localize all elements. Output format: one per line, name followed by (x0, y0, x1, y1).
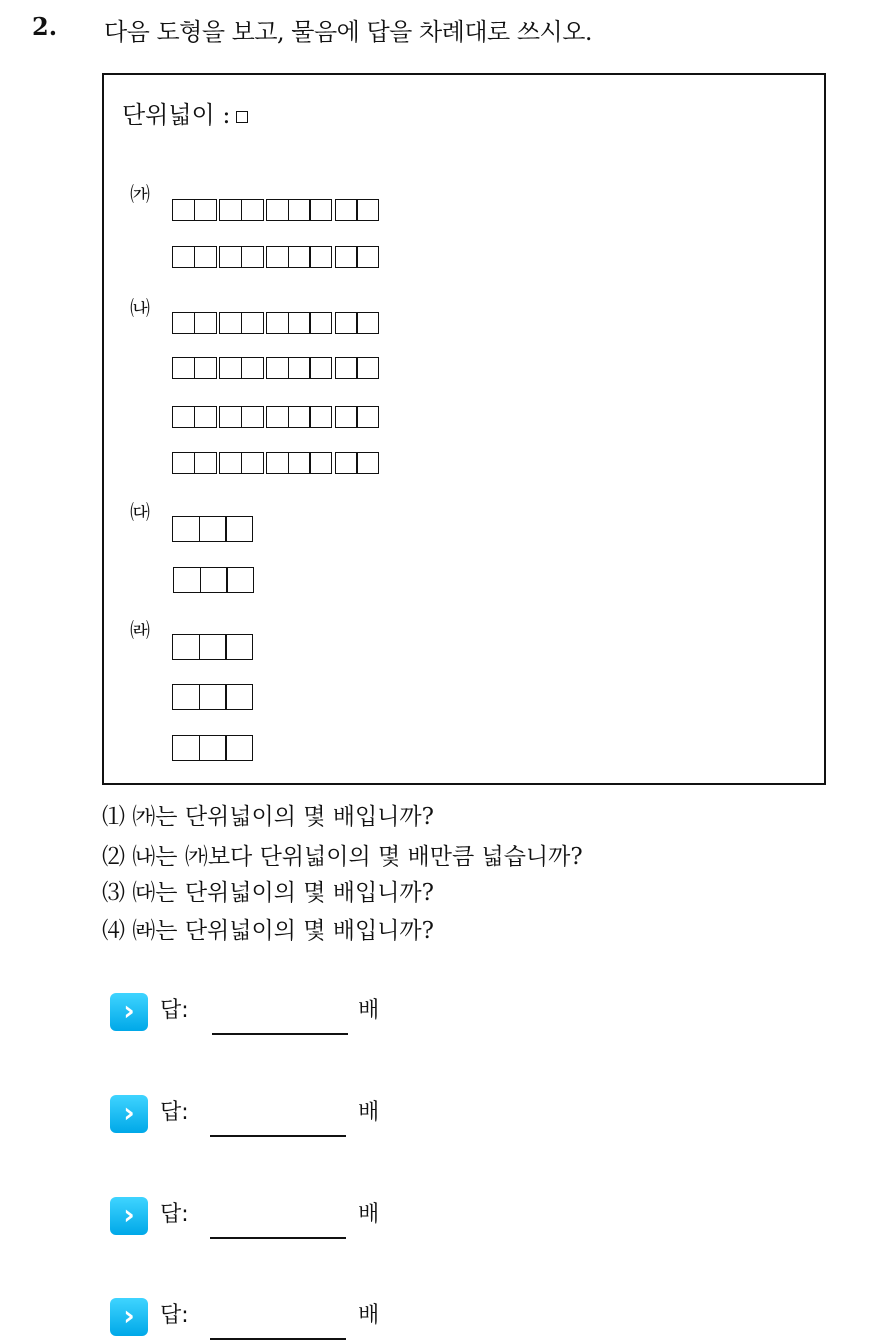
grid-cell (266, 246, 289, 268)
shape-da-row (173, 567, 253, 593)
cell-group (335, 312, 378, 336)
shape-label-ga: ㈎ (130, 182, 150, 206)
shape-na-row (172, 312, 382, 336)
answer-label: 답: (160, 998, 189, 1023)
unit-area-text: 단위넓이 : (122, 101, 231, 129)
cell-group (219, 452, 262, 476)
cell-group (335, 452, 378, 476)
grid-cell (241, 452, 264, 474)
grid-cell (309, 199, 332, 221)
grid-cell (172, 406, 195, 428)
answer-blank-2[interactable] (210, 1135, 346, 1137)
grid-cell (225, 684, 253, 710)
cell-group (219, 312, 262, 336)
answer-row-3 (110, 1197, 510, 1241)
cell-group (219, 406, 262, 430)
grid-cell (219, 312, 242, 334)
answer-unit: 배 (358, 998, 380, 1023)
answer-row-2 (110, 1095, 510, 1139)
answer-row-1 (110, 993, 510, 1037)
cell-group (266, 406, 331, 430)
shape-na-row (172, 452, 382, 476)
answer-label: 답: (160, 1303, 189, 1328)
question-text: 다음 도형을 보고, 물음에 답을 차례대로 쓰시오. (104, 18, 593, 46)
grid-cell (194, 357, 217, 379)
sub-question-2: ⑵ ㈏는 ㈎보다 단위넓이의 몇 배만큼 넓습니까? (102, 844, 583, 870)
chevron-right-icon: › (110, 1197, 148, 1235)
shape-label-na: ㈏ (130, 296, 150, 320)
grid-cell (200, 567, 228, 593)
cell-group (172, 246, 215, 270)
shape-label-ra: ㈑ (130, 618, 150, 642)
cell-group (266, 452, 331, 476)
grid-cell (309, 312, 332, 334)
grid-cell (241, 357, 264, 379)
shape-ga-row (172, 246, 382, 270)
grid-cell (172, 684, 200, 710)
cell-group (335, 406, 378, 430)
grid-cell (172, 735, 200, 761)
grid-cell (356, 246, 379, 268)
grid-cell (194, 452, 217, 474)
grid-cell (266, 452, 289, 474)
grid-cell (288, 357, 311, 379)
grid-cell (309, 452, 332, 474)
cell-group (172, 406, 215, 430)
grid-cell (241, 246, 264, 268)
grid-cell (172, 634, 200, 660)
grid-cell (356, 357, 379, 379)
grid-cell (219, 357, 242, 379)
cell-group (335, 246, 378, 270)
grid-cell (309, 246, 332, 268)
answer-unit: 배 (358, 1202, 380, 1227)
grid-cell (356, 312, 379, 334)
cell-group (172, 312, 215, 336)
grid-cell (173, 567, 201, 593)
answer-blank-3[interactable] (210, 1237, 346, 1239)
cell-group (266, 199, 331, 223)
grid-cell (225, 735, 253, 761)
grid-cell (172, 452, 195, 474)
grid-cell (219, 199, 242, 221)
cell-group (172, 452, 215, 476)
grid-cell (172, 312, 195, 334)
grid-cell (194, 246, 217, 268)
grid-cell (266, 406, 289, 428)
cell-group (266, 246, 331, 270)
unit-area-label (122, 95, 248, 130)
grid-cell (194, 312, 217, 334)
grid-cell (172, 199, 195, 221)
grid-cell (266, 199, 289, 221)
sub-question-1: ⑴ ㈎는 단위넓이의 몇 배입니까? (102, 804, 434, 830)
answer-label: 답: (160, 1100, 189, 1125)
cell-group (266, 357, 331, 381)
grid-cell (335, 357, 358, 379)
grid-cell (309, 406, 332, 428)
grid-cell (288, 246, 311, 268)
grid-cell (288, 312, 311, 334)
grid-cell (172, 357, 195, 379)
grid-cell (356, 452, 379, 474)
answer-unit: 배 (358, 1303, 380, 1328)
grid-cell (219, 246, 242, 268)
answer-blank-4[interactable] (210, 1338, 346, 1340)
grid-cell (266, 312, 289, 334)
answer-row-4 (110, 1298, 510, 1342)
grid-cell (199, 684, 227, 710)
grid-cell (356, 406, 379, 428)
answer-unit: 배 (358, 1100, 380, 1125)
chevron-right-icon: › (110, 1095, 148, 1133)
chevron-right-icon: › (110, 1298, 148, 1336)
grid-cell (241, 312, 264, 334)
grid-cell (241, 406, 264, 428)
shape-ga-row (172, 199, 382, 223)
cell-group (335, 199, 378, 223)
cell-group (219, 246, 262, 270)
grid-cell (219, 406, 242, 428)
grid-cell (335, 246, 358, 268)
grid-cell (266, 357, 289, 379)
shape-na-row (172, 357, 382, 381)
answer-blank-1[interactable] (212, 1033, 348, 1035)
grid-cell (219, 452, 242, 474)
shape-da-row (172, 516, 252, 542)
cell-group (219, 199, 262, 223)
grid-cell (225, 516, 253, 542)
grid-cell (288, 199, 311, 221)
grid-cell (335, 312, 358, 334)
grid-cell (194, 199, 217, 221)
grid-cell (241, 199, 264, 221)
grid-cell (335, 199, 358, 221)
grid-cell (172, 246, 195, 268)
chevron-right-icon: › (110, 993, 148, 1031)
grid-cell (199, 735, 227, 761)
grid-cell (226, 567, 254, 593)
grid-cell (225, 634, 253, 660)
cell-group (172, 357, 215, 381)
grid-cell (335, 452, 358, 474)
grid-cell (288, 452, 311, 474)
grid-cell (356, 199, 379, 221)
answer-label: 답: (160, 1202, 189, 1227)
shape-label-da: ㈐ (130, 500, 150, 524)
cell-group (266, 312, 331, 336)
shape-na-row (172, 406, 382, 430)
cell-group (172, 199, 215, 223)
grid-cell (199, 516, 227, 542)
unit-square-icon (236, 111, 248, 123)
sub-question-4: ⑷ ㈑는 단위넓이의 몇 배입니까? (102, 918, 434, 944)
shape-ra-row (172, 684, 252, 710)
sub-question-3: ⑶ ㈐는 단위넓이의 몇 배입니까? (102, 880, 434, 906)
grid-cell (288, 406, 311, 428)
shape-ra-row (172, 634, 252, 660)
grid-cell (309, 357, 332, 379)
grid-cell (199, 634, 227, 660)
grid-cell (172, 516, 200, 542)
shape-ra-row (172, 735, 252, 761)
cell-group (335, 357, 378, 381)
question-number: 2. (32, 12, 58, 41)
grid-cell (335, 406, 358, 428)
cell-group (219, 357, 262, 381)
grid-cell (194, 406, 217, 428)
